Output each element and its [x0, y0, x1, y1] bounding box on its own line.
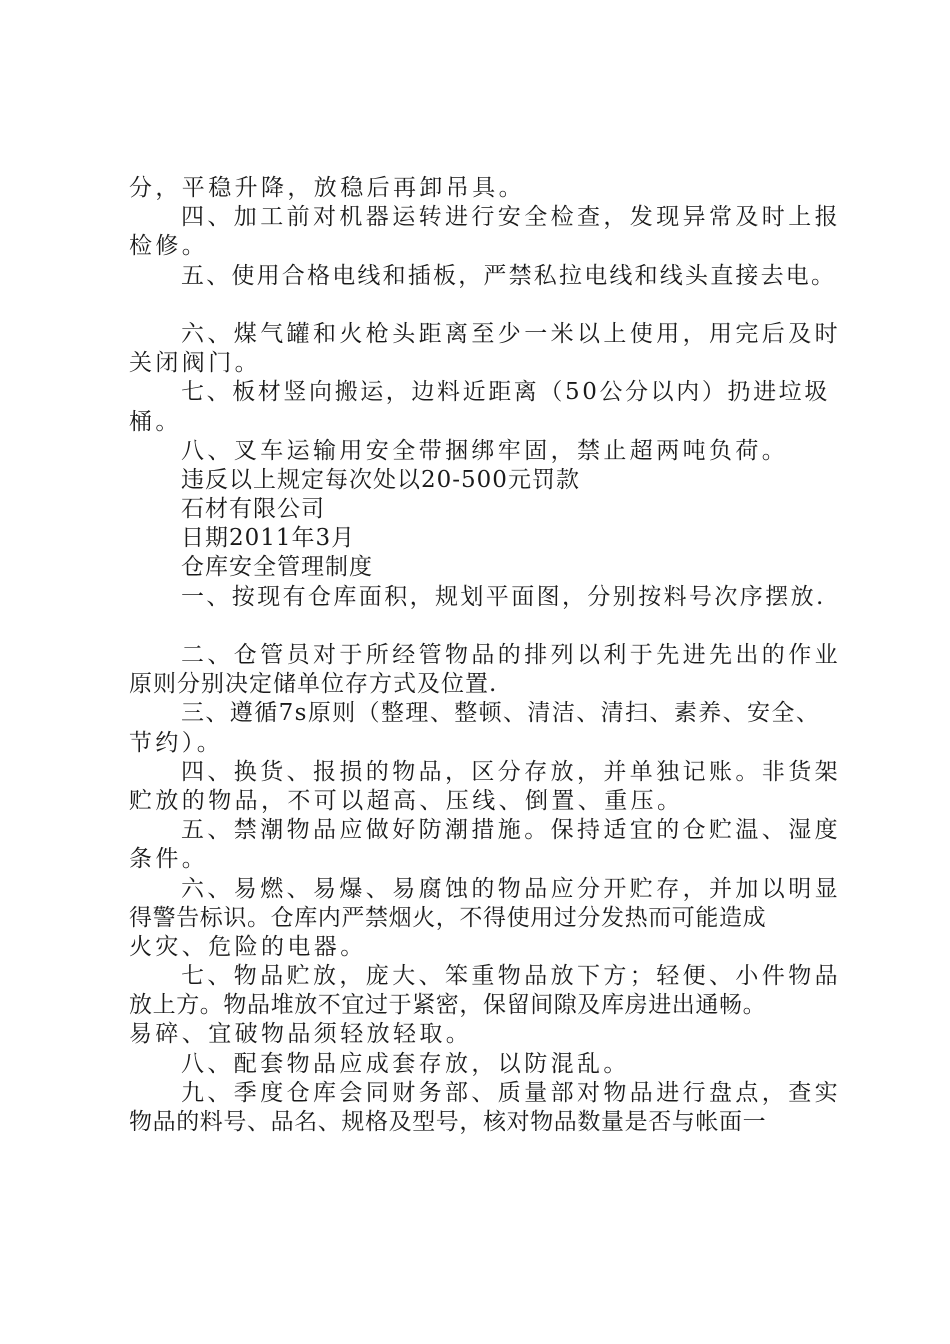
- text-line: 原则分别决定储单位存方式及位置.: [129, 671, 498, 698]
- blank-line: [129, 612, 833, 641]
- text-line: 五、使用合格电线和插板，严禁私拉电线和线头直接去电。: [181, 262, 837, 289]
- text-line: 七、板材竖向搬运，边料近距离（50公分以内）扔进垃圾: [181, 379, 830, 406]
- text-line: 火灾、危险的电器。: [129, 933, 367, 960]
- text-line: 石材有限公司: [181, 496, 325, 523]
- text-line: 条件。: [129, 846, 209, 873]
- text-line: 桶。: [129, 408, 182, 435]
- text-line: 四、换货、报损的物品，区分存放，并单独记账。非货架: [181, 758, 841, 785]
- text-line: 三、遵循7s原则（整理、整顿、清洁、清扫、素养、安全、: [181, 700, 821, 727]
- text-line: 六、煤气罐和火枪头距离至少一米以上使用，用完后及时: [181, 320, 841, 347]
- document-body: [129, 174, 841, 1137]
- text-line: 物品的料号、品名、规格及型号，核对物品数量是否与帐面一: [129, 1109, 767, 1135]
- text-line: 九、季度仓库会同财务部、质量部对物品进行盘点，查实: [181, 1079, 841, 1106]
- text-line: 得警告标识。仓库内严禁烟火，不得使用过分发热而可能造成: [129, 904, 767, 931]
- text-line: 贮放的物品，不可以超高、压线、倒置、重压。: [129, 787, 684, 814]
- text-line: 四、加工前对机器运转进行安全检查，发现异常及时上报: [181, 204, 841, 231]
- text-line: 仓库安全管理制度: [181, 554, 373, 581]
- text-line: 二、仓管员对于所经管物品的排列以利于先进先出的作业: [181, 642, 841, 668]
- blank-line: [129, 291, 833, 320]
- text-line: 一、按现有仓库面积，规划平面图，分别按料号次序摆放.: [181, 583, 826, 610]
- text-line: 八、叉车运输用安全带捆绑牢固，禁止超两吨负荷。: [181, 437, 789, 464]
- text-line: 放上方。物品堆放不宜过于紧密，保留间隙及库房进出通畅。: [129, 992, 767, 1019]
- text-line: 日期2011年3月: [181, 525, 356, 552]
- text-line: 违反以上规定每次处以20-500元罚款: [181, 466, 580, 493]
- text-line: 八、配套物品应成套存放，以防混乱。: [181, 1050, 630, 1077]
- text-line: 关闭阀门。: [129, 350, 261, 377]
- text-line: 易碎、宜破物品须轻放轻取。: [129, 1021, 473, 1048]
- text-line: 节约）。: [129, 729, 224, 756]
- text-line: 五、禁潮物品应做好防潮措施。保持适宜的仓贮温、湿度: [181, 817, 841, 844]
- text-line: 分，平稳升降，放稳后再卸吊具。: [129, 175, 525, 201]
- text-line: 七、物品贮放，庞大、笨重物品放下方；轻便、小件物品: [181, 963, 841, 990]
- text-line: 六、易燃、易爆、易腐蚀的物品应分开贮存，并加以明显: [181, 875, 841, 902]
- text-line: 检修。: [129, 233, 209, 260]
